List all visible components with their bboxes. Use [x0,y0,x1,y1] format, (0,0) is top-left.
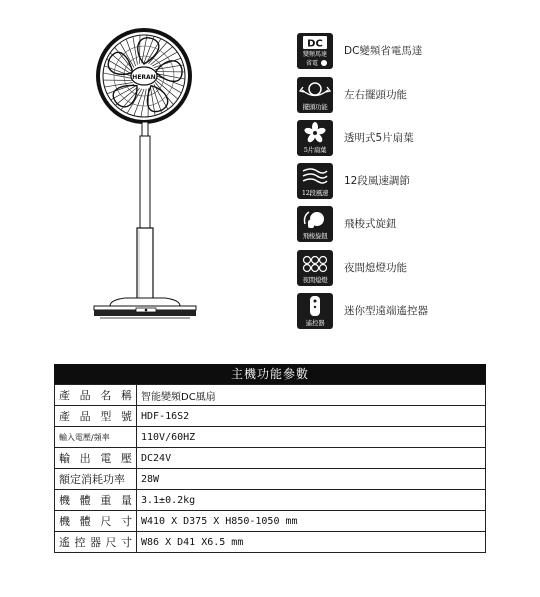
feature-dc-motor [297,33,527,69]
feature-label: 透明式5片扇葉 [344,132,414,144]
feature-label: 夜間熄燈功能 [344,262,407,274]
feature-label: DC變頻省電馬達 [344,45,423,57]
fan-illustration [80,28,210,328]
svg-text:省電: 省電 [305,60,319,67]
spec-value: W410 X D375 X H850-1050 mm [137,511,486,532]
spec-key: 額定消耗功率 [55,469,137,490]
spec-value: 110V/60HZ [137,427,486,448]
spec-value: DC24V [137,448,486,469]
spec-table-title: 主機功能參數 [54,364,486,384]
spec-key: 機體重量 [55,490,137,511]
spec-key: 產品型號 [55,406,137,427]
table-row [55,511,486,532]
remote-icon: 遙控器 [297,293,333,329]
feature-label: 左右擺頭功能 [344,89,407,101]
table-row [55,448,486,469]
feature-blades [297,120,527,156]
table-row [55,385,486,406]
svg-text:變頻馬達: 變頻馬達 [302,51,328,58]
feature-knob [297,206,527,242]
spec-key: 遙控器尺寸 [55,532,137,553]
feature-label: 飛梭式旋鈕 [344,218,397,230]
speed-icon: 12段風速 [297,163,333,199]
feature-speed [297,163,527,199]
blade-icon: 5片扇葉 [297,120,333,156]
svg-text:DC: DC [307,38,323,50]
feature-night-light [297,250,527,286]
spec-key: 輸出電壓 [55,448,137,469]
spec-value: 28W [137,469,486,490]
table-row [55,532,486,553]
table-row [55,469,486,490]
oscillation-icon: 擺頭功能 [297,77,333,113]
feature-label: 12段風速調節 [344,175,410,187]
spec-value: W86 X D41 X6.5 mm [137,532,486,553]
spec-key: 機體尺寸 [55,511,137,532]
spec-value: HDF-16S2 [137,406,486,427]
table-row [55,406,486,427]
table-row [55,490,486,511]
spec-table [54,364,486,553]
spec-value: 智能變頻DC風扇 [137,385,486,406]
feature-oscillation [297,77,527,113]
spec-value: 3.1±0.2kg [137,490,486,511]
knob-icon: 飛梭旋鈕 [297,206,333,242]
spec-key: 輸入電壓/頻率 [55,427,137,448]
fan-brand-logo: HERAN [132,74,156,81]
feature-label: 迷你型遠端遙控器 [344,305,428,317]
night-light-icon: 夜間熄燈 [297,250,333,286]
dc-motor-icon [297,33,333,69]
feature-remote [297,293,527,329]
spec-key: 產品名稱 [55,385,137,406]
table-row [55,427,486,448]
